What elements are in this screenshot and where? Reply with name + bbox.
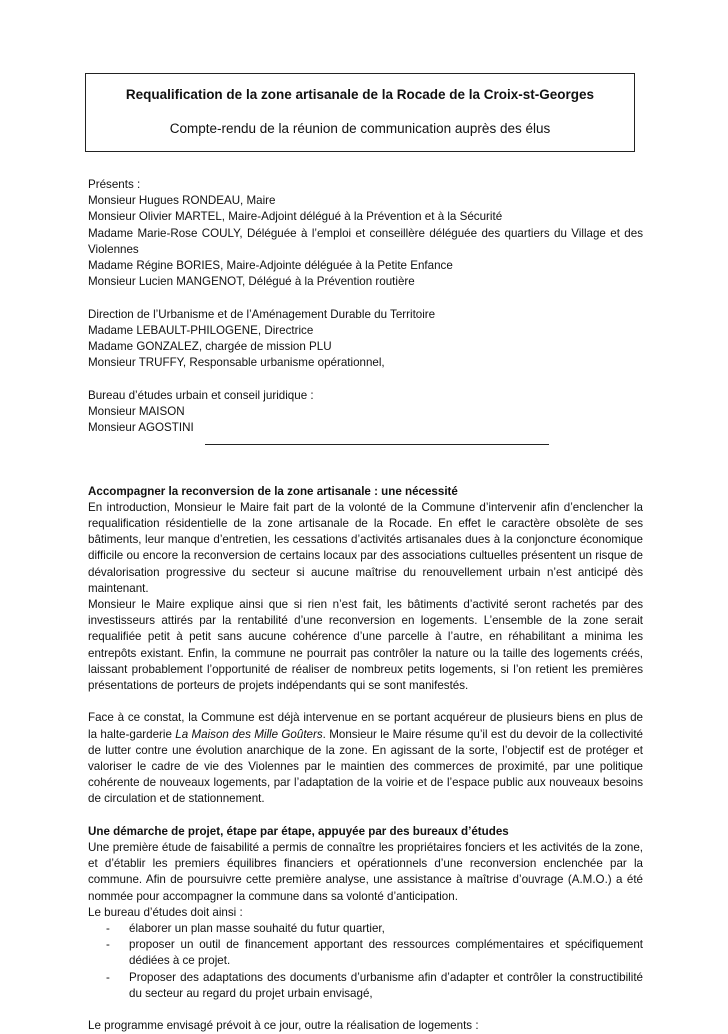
paragraph: Le bureau d’études doit ainsi : <box>88 905 243 919</box>
paragraph: Face à ce constat, la Commune est déjà intervenue en se portant acquéreur de plusieurs biens en plus de la halte-garderie La Maison des Mille Goûters. Monsieur le Maire résume qu’il est du devoir de la collectivité de lutter contre une évolution anarchique de la zone. En agissant de la sorte, l’objectif est de protéger et valoriser le cadre de vie des Violennes par le maintien des commerces de proximité, par une politique cohérente de nouveaux logements, par l’adaptation de la voirie et de l’espace public aux nouveaux besoins de circulation et de stationnement. <box>88 711 643 806</box>
direction-label: Direction de l’Urbanisme et de l’Aménagement Durable du Territoire <box>88 307 436 321</box>
document-subtitle: Compte-rendu de la réunion de communication auprès des élus <box>169 121 551 136</box>
attendee-line: Madame GONZALEZ, chargée de mission PLU <box>88 340 332 354</box>
attendee-line: Monsieur AGOSTINI <box>88 421 194 435</box>
attendee-line: Monsieur Hugues RONDEAU, Maire <box>88 194 276 208</box>
attendee-line: Monsieur MAISON <box>88 404 185 418</box>
paragraph: Une première étude de faisabilité a permis de connaître les propriétaires fonciers et les activités de la zone, et d’établir les premiers équilibres financiers et opérationnels d’une reconversion enclenchée par la commune. Afin de poursuivre cette première analyse, une assistance à maîtrise d’ouvrage (A.M.O.) a été nommée pour accompagner la commune dans sa volonté d’anticipation. <box>88 841 643 903</box>
separator-rule <box>88 436 643 451</box>
attendees-label: Présents : <box>88 178 141 191</box>
section-heading: Accompagner la reconversion de la zone artisanale : une nécessité <box>88 484 458 498</box>
attendee-line: Monsieur Lucien MANGENOT, Délégué à la Prévention routière <box>88 275 415 289</box>
paragraph: En introduction, Monsieur le Maire fait part de la volonté de la Commune d’intervenir afin d’enclencher la requalification résidentielle de la zone artisanale de la Rocade. En effet le caractère obsolète de ses bâtiments, leur manque d’entretien, les cessations d’activités artisanales dues à la conjoncture économique difficile ou encore la reconversion de certains locaux par des associations cultuelles présentent un risque de dévalorisation progressive du secteur si aucune maîtrise du renouvellement urbain n’est anticipé dès maintenant. <box>88 500 643 595</box>
daycare-name: La Maison des Mille Goûters <box>175 727 323 741</box>
list-item: - élaborer un plan masse souhaité du futur quartier, <box>88 921 643 937</box>
bureau-label: Bureau d’études urbain et conseil juridique : <box>88 388 314 402</box>
list-item: - proposer un outil de financement apportant des ressources complémentaires et spécifiquement dédiées à ce projet. <box>88 937 643 969</box>
attendee-line: Madame LEBAULT-PHILOGENE, Directrice <box>88 323 314 337</box>
list-item: - Proposer des adaptations des documents d’urbanisme afin d’adapter et contrôler la constructibilité du secteur au regard du projet urbain envisagé, <box>88 970 643 1002</box>
attendee-line: Madame Marie-Rose COULY, Déléguée à l’emploi et conseillère déléguée des quartiers du Village et des Violennes <box>88 226 643 256</box>
section-heading: Une démarche de projet, étape par étape, appuyée par des bureaux d’études <box>88 824 509 838</box>
task-list <box>88 921 643 1002</box>
paragraph: Monsieur le Maire explique ainsi que si rien n’est fait, les bâtiments d’activité seront rachetés par des investisseurs attirés par la rentabilité d’une reconversion en logements. L’ensemble de la zone serait requalifiée petit à petit sans aucune cohérence d’une parcelle à l’autre, en réhabilitant a minima les entrepôts existant. Enfin, la commune ne pourrait pas contrôler la nature ou la taille des logements créés, laissant probablement l’opportunité de réaliser de nombreux petits logements, si l’on retient les premières présentations de porteurs de projets indépendants qui se sont manifestés. <box>88 598 643 693</box>
document-title: Requalification de la zone artisanale de la Rocade de la Croix-st-Georges <box>125 87 595 102</box>
title-box <box>85 73 635 152</box>
paragraph: Le programme envisagé prévoit à ce jour, outre la réalisation de logements : <box>88 1019 479 1033</box>
attendee-line: Madame Régine BORIES, Maire-Adjointe déléguée à la Petite Enfance <box>88 259 453 273</box>
attendee-line: Monsieur Olivier MARTEL, Maire-Adjoint délégué à la Prévention et à la Sécurité <box>88 210 503 224</box>
attendee-line: Monsieur TRUFFY, Responsable urbanisme opérationnel, <box>88 356 385 370</box>
document-body <box>88 177 643 1034</box>
